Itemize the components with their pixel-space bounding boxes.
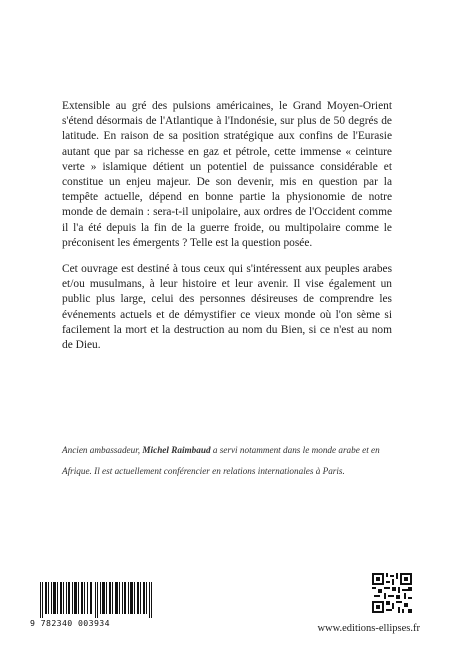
author-name: Michel Raimbaud <box>142 445 211 455</box>
blurb-paragraph-2: Cet ouvrage est destiné à tous ceux qui s'intéressent aux peuples arabes et/ou musulmans, à leur histoire et leur avenir. Il vise également un public plus large, celui des personnes désireuses de comprendre les événements actuels et de démystifier ce vieux monde où l'on sème si facilement la mort et la destruction au nom du Bien, si ce n'est au nom de Dieu. <box>62 263 392 352</box>
bio-prefix: Ancien ambassadeur, <box>62 445 143 455</box>
isbn-digits: 9 782340 003934 <box>30 618 110 628</box>
back-cover-blurb <box>62 99 392 364</box>
qr-code-icon <box>372 573 412 613</box>
author-bio <box>62 440 402 482</box>
blurb-paragraph-1: Extensible au gré des pulsions américaines, le Grand Moyen-Orient s'étend désormais de l'Atlantique à l'Indonésie, sur plus de 50 degrés de latitude. En raison de sa position stratégique aux confins de l'Eurasie autant que par sa richesse en gaz et pétrole, cette immense « ceinture verte » islamique détient un potentiel de puissance considérable et constitue un enjeu majeur. De son devenir, mis en question par la tempête actuelle, dépend en bonne partie la physionomie de notre monde de demain : sera-t-il unipolaire, aux ordres de l'Occident comme il l'a été depuis la fin de la guerre froide, ou multipolaire comme le préconisent les émergents ? Telle est la question posée. <box>62 100 392 249</box>
publisher-website: www.editions-ellipses.fr <box>317 623 420 634</box>
bio-suffix: a servi notamment dans le monde arabe et en Afrique. Il est actuellement conférencier en relations internationales à Paris. <box>62 445 380 476</box>
